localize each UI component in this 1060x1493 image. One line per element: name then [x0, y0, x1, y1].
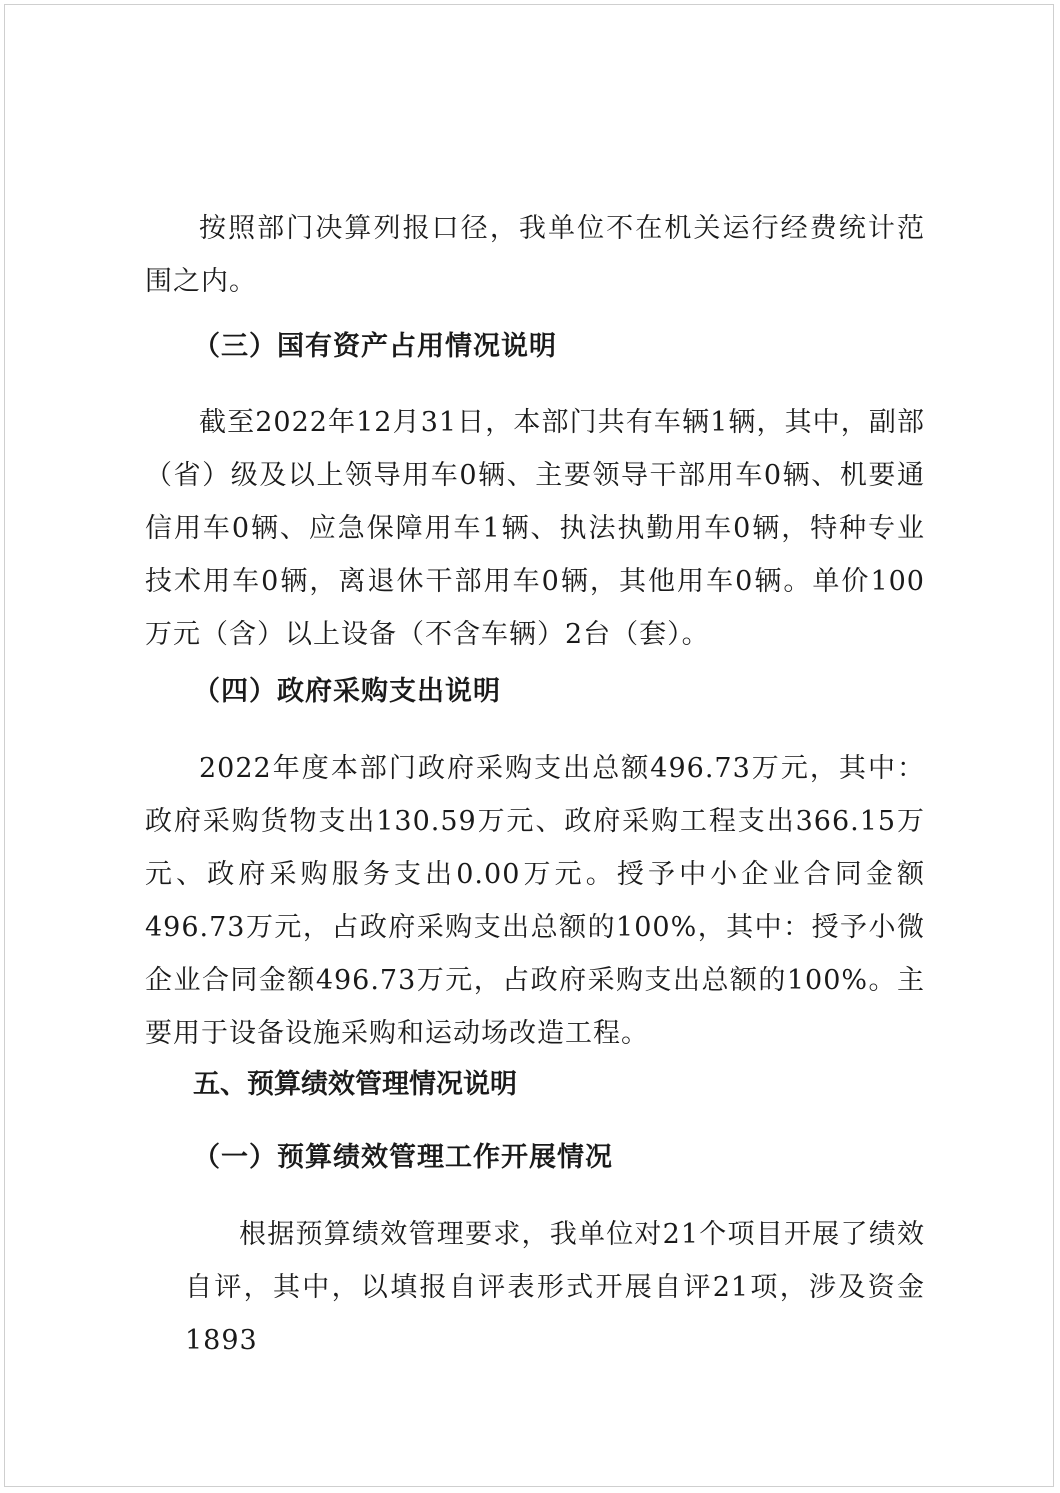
paragraph-government-procurement: 2022年度本部门政府采购支出总额496.73万元，其中：政府采购货物支出130.59万元、政府采购工程支出366.15万元、政府采购服务支出0.00万元。授予中小企业合同金额496.73万元，占政府采购支出总额的100%，其中：授予小微企业合同金额496.73万元，占政府采购支出总额的100%。主要用于设备设施采购和运动场改造工程。 [145, 753, 925, 1049]
paragraph-state-assets: 截至2022年12月31日，本部门共有车辆1辆，其中，副部（省）级及以上领导用车0辆、主要领导干部用车0辆、机要通信用车0辆、应急保障用车1辆、执法执勤用车0辆，特种专业技术用车0辆，离退休干部用车0辆，其他用车0辆。单价100万元（含）以上设备（不含车辆）2台（套）。 [145, 407, 925, 650]
heading-section-five: 五、预算绩效管理情况说明 [193, 1069, 517, 1100]
heading-government-procurement: （四）政府采购支出说明 [193, 676, 501, 707]
heading-performance-work: （一）预算绩效管理工作开展情况 [193, 1142, 613, 1173]
paragraph-performance-work: 根据预算绩效管理要求，我单位对21个项目开展了绩效自评，其中，以填报自评表形式开展自评21项，涉及资金1893 [185, 1219, 925, 1356]
paragraph-operating-costs: 按照部门决算列报口径，我单位不在机关运行经费统计范围之内。 [145, 213, 925, 297]
heading-state-assets: （三）国有资产占用情况说明 [193, 331, 557, 362]
document-page [4, 4, 1054, 1487]
